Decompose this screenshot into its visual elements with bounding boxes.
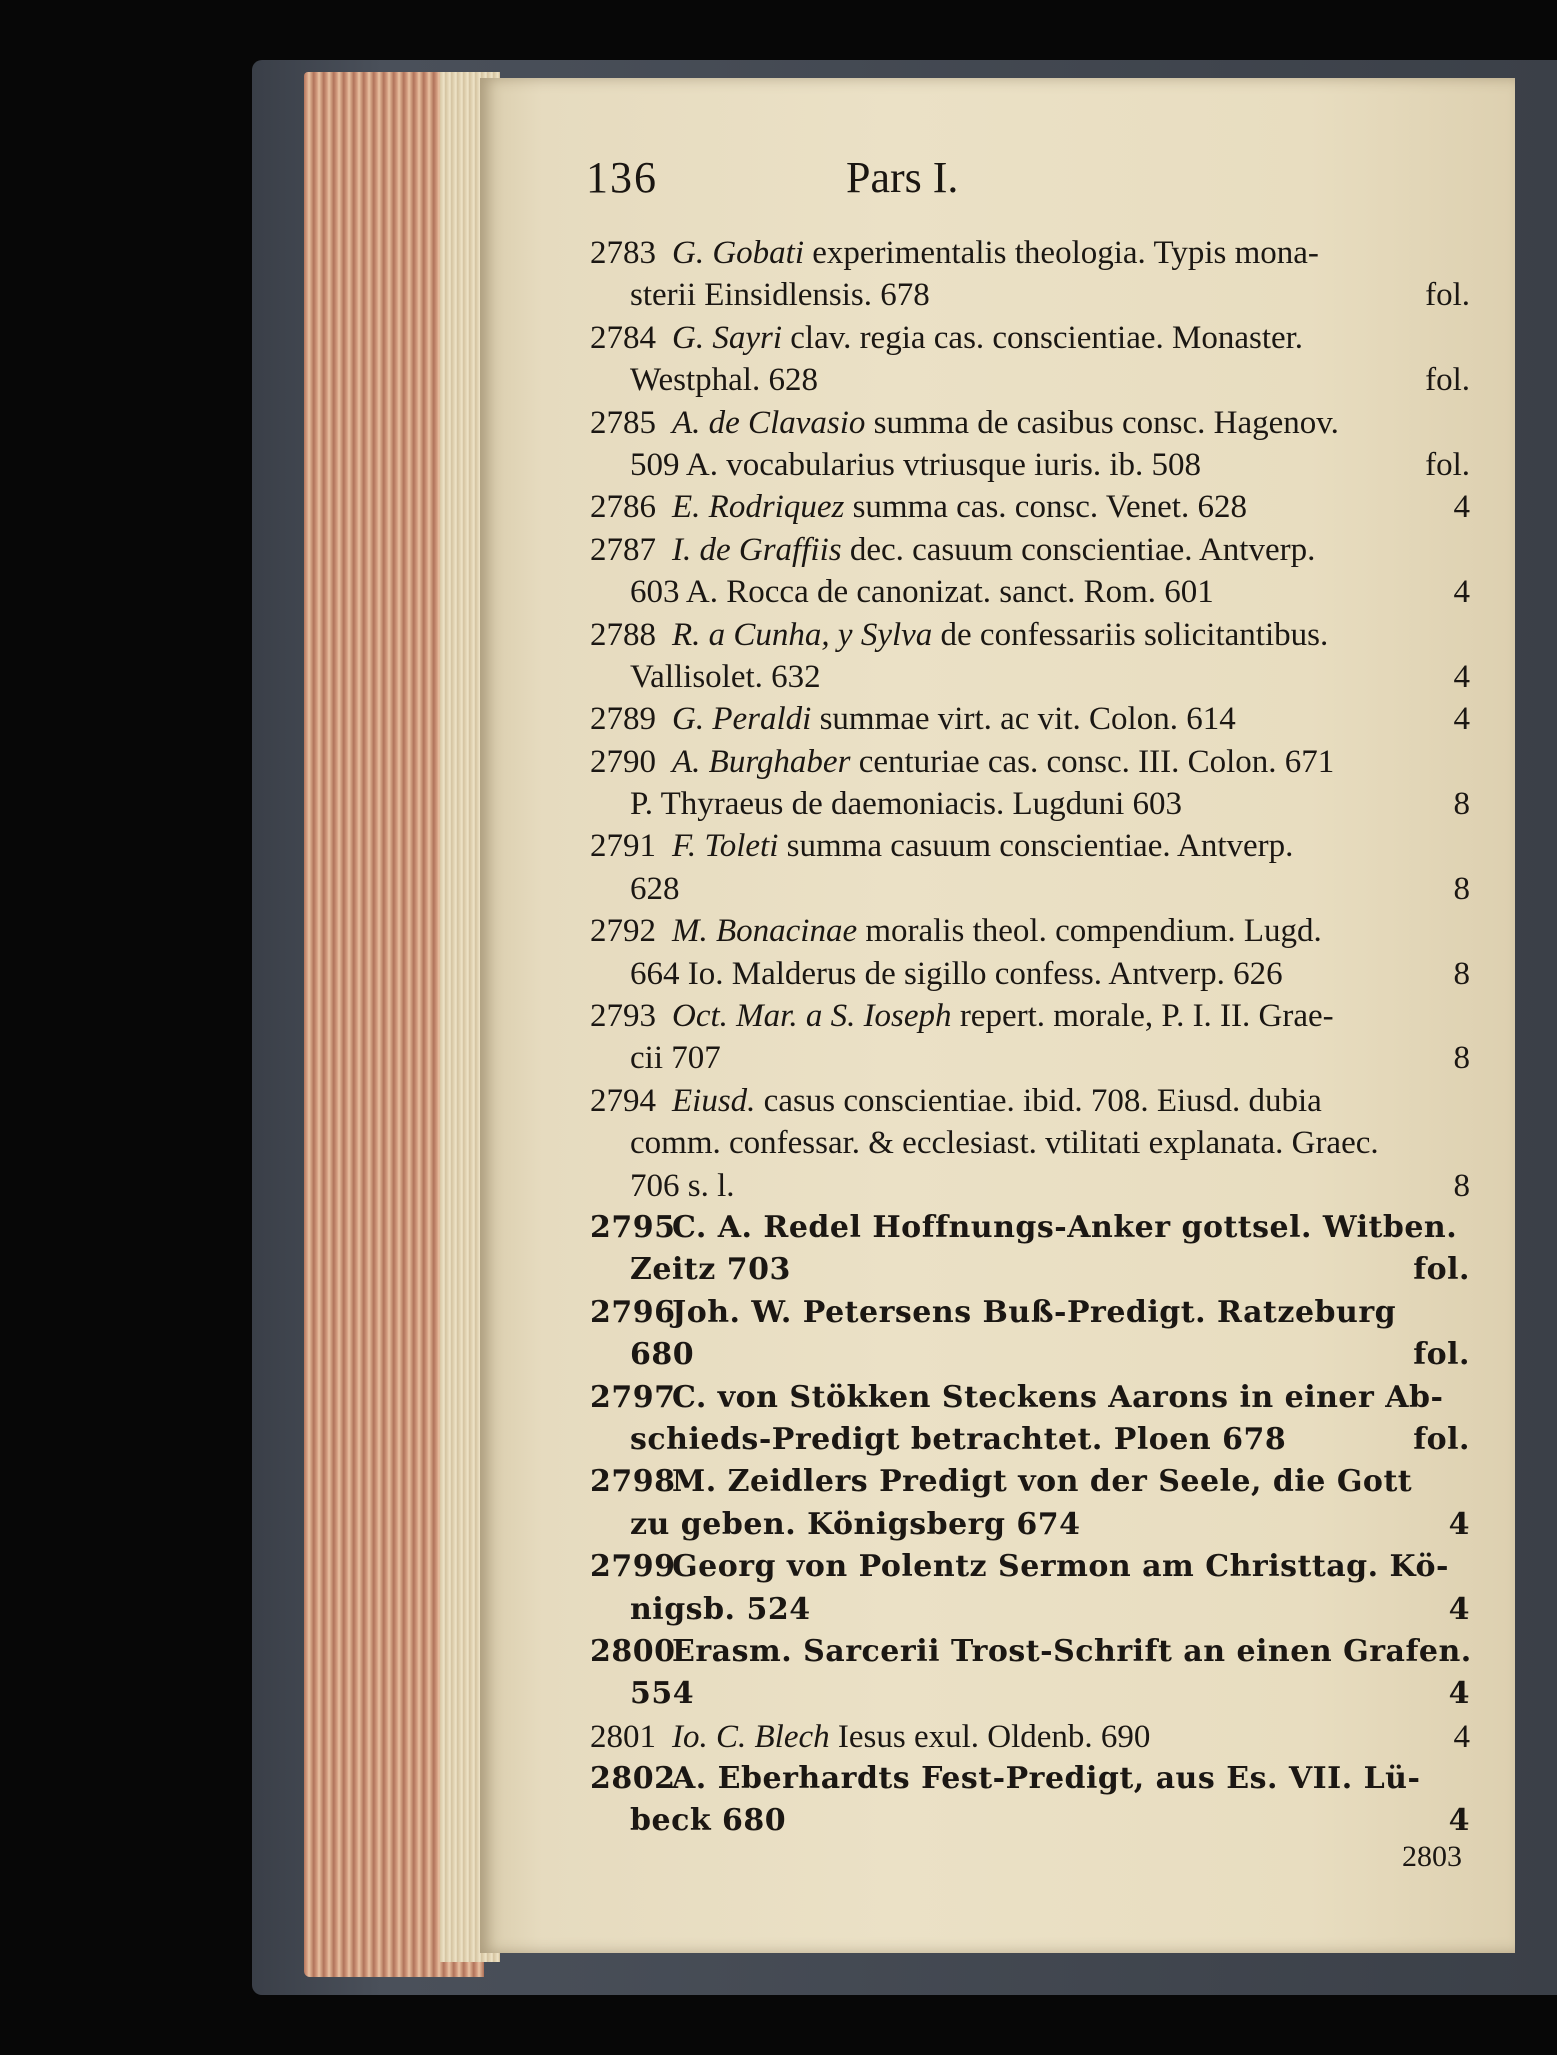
entry-author: Joh. W. Petersens — [672, 1294, 972, 1330]
entry-continuation-text: beck 680 — [630, 1803, 787, 1839]
entry-number: 2801 — [590, 1718, 656, 1755]
catalog-entry-continuation — [590, 1165, 1470, 1207]
entry-text: Fest-Predigt, aus Es. VII. Lü- — [910, 1761, 1421, 1797]
entry-author: Oct. Mar. a S. Ioseph — [672, 998, 952, 1035]
catalog-entry-continuation — [590, 1122, 1470, 1164]
page-header — [586, 152, 1446, 212]
entry-format: 8 — [1453, 1040, 1470, 1077]
entry-author: Io. C. Blech — [672, 1718, 830, 1755]
entry-format: fol. — [1425, 362, 1470, 399]
entry-number: 2796 — [590, 1294, 676, 1330]
entry-format: 4 — [1453, 489, 1470, 526]
entry-title-line — [672, 1758, 1420, 1800]
entry-title-line — [672, 1631, 1472, 1673]
catalog-entry — [590, 1207, 1470, 1249]
entry-continuation-text: cii 707 — [630, 1040, 721, 1077]
entry-format: 8 — [1453, 1167, 1470, 1204]
entry-author: G. Gobati — [672, 235, 804, 271]
catalog-entry-continuation — [590, 444, 1470, 486]
catalog-entry — [590, 1377, 1470, 1419]
catalog-entry — [590, 232, 1470, 274]
running-head: Pars I. — [846, 153, 959, 202]
entry-format: fol. — [1413, 1421, 1470, 1457]
entry-number: 2787 — [590, 531, 656, 568]
entry-format: fol. — [1425, 446, 1470, 483]
entry-continuation-text: 664 Io. Malderus de sigillo confess. Antverp. 626 — [630, 955, 1283, 992]
catalog-entry-continuation — [590, 1249, 1470, 1291]
entry-number: 2793 — [590, 998, 656, 1035]
entry-author: Georg von Polentz — [672, 1549, 988, 1585]
catalog-entry-continuation — [590, 1419, 1470, 1461]
entry-number: 2790 — [590, 743, 656, 780]
entry-format: 4 — [1453, 701, 1470, 738]
catalog-entry — [590, 995, 1470, 1037]
entry-author: A. Eberhardts — [672, 1761, 911, 1797]
entry-format: fol. — [1413, 1252, 1470, 1288]
catalog-entry-continuation — [590, 868, 1470, 910]
entry-number: 2783 — [590, 235, 656, 271]
entry-title-line — [672, 402, 1339, 444]
entry-author: I. de Graffiis — [672, 531, 842, 568]
entry-number: 2786 — [590, 489, 656, 526]
entry-author: A. Burghaber — [672, 743, 851, 780]
entry-format: fol. — [1413, 1337, 1470, 1373]
catalog-entry — [590, 529, 1470, 571]
entry-title-line — [672, 1292, 1396, 1334]
catalog-entry — [590, 1080, 1470, 1122]
entry-author: R. a Cunha, y Sylva — [672, 616, 933, 653]
catalog-entry — [590, 614, 1470, 656]
entry-text: experimentalis theologia. Typis mona- — [804, 235, 1319, 271]
entry-number: 2800 — [590, 1633, 676, 1669]
catalog-entry-continuation — [590, 1504, 1470, 1546]
entry-title-line — [672, 1716, 1150, 1758]
entry-title-line — [672, 232, 1319, 274]
catalog-entry-continuation — [590, 1673, 1470, 1715]
catalog-entry-continuation — [590, 1037, 1470, 1079]
entry-format: 4 — [1448, 1676, 1470, 1712]
entry-continuation-text: Vallisolet. 632 — [630, 658, 821, 695]
entry-number: 2791 — [590, 828, 656, 865]
entry-format: 4 — [1453, 574, 1470, 611]
entry-title-line — [672, 741, 1334, 783]
entry-format: 4 — [1448, 1591, 1470, 1627]
entry-text: summa cas. consc. Venet. 628 — [844, 489, 1247, 526]
catalog-entry-continuation — [590, 1589, 1470, 1631]
entry-author: C. A. Redel — [672, 1209, 862, 1245]
entry-continuation-text: 706 s. l. — [630, 1167, 735, 1204]
entry-continuation-text: nigsb. 524 — [630, 1591, 811, 1627]
entry-author: E. Rodriquez — [672, 489, 845, 526]
entry-number: 2792 — [590, 913, 656, 950]
entry-title-line — [672, 1377, 1443, 1419]
entry-format: 8 — [1453, 870, 1470, 907]
catalog-entry — [590, 1631, 1470, 1673]
catalog-entry — [590, 1716, 1470, 1758]
catalog-entry — [590, 1546, 1470, 1588]
entry-text: Predigt von der Seele, die Gott — [868, 1464, 1413, 1500]
entry-author: A. de Clavasio — [672, 404, 866, 441]
entry-number: 2795 — [590, 1209, 676, 1245]
entry-text: summa de casibus consc. Hagenov. — [865, 404, 1339, 441]
catalog-entry — [590, 825, 1470, 867]
entry-continuation-text: 509 A. vocabularius vtriusque iuris. ib. 508 — [630, 446, 1202, 483]
catalog-entry — [590, 486, 1470, 528]
entry-continuation-text: comm. confessar. & ecclesiast. vtilitati explanata. Graec. — [630, 1125, 1379, 1162]
catalog-entry — [590, 910, 1470, 952]
entry-title-line — [672, 529, 1315, 571]
entry-title-line — [672, 825, 1293, 867]
entry-continuation-text: 554 — [630, 1676, 695, 1712]
entry-text: Iesus exul. Oldenb. 690 — [829, 1718, 1151, 1755]
page-number: 136 — [586, 153, 658, 202]
entry-author: M. Zeidlers — [672, 1464, 869, 1500]
entry-title-line — [672, 698, 1236, 740]
catalog-entry — [590, 317, 1470, 359]
entry-author: Erasm. Sarcerii — [672, 1633, 940, 1669]
entry-text: summae virt. ac vit. Colon. 614 — [811, 701, 1236, 738]
entry-text: dec. casuum conscientiae. Antverp. — [841, 531, 1316, 568]
entry-format: 4 — [1448, 1803, 1470, 1839]
entry-number: 2788 — [590, 616, 656, 653]
catalog-entry-continuation — [590, 1334, 1470, 1376]
entry-continuation-text: zu geben. Königsberg 674 — [630, 1506, 1081, 1542]
entry-number: 2785 — [590, 404, 656, 441]
entry-continuation-text: P. Thyraeus de daemoniacis. Lugduni 603 — [630, 786, 1183, 823]
entry-author: M. Bonacinae — [672, 913, 858, 950]
catalog-entry — [590, 1758, 1470, 1800]
entry-text: Trost-Schrift an einen Grafen. — [940, 1633, 1472, 1669]
entry-continuation-text: 680 — [630, 1337, 695, 1373]
entry-text: Buß-Predigt. Ratzeburg — [971, 1294, 1397, 1330]
entry-text: repert. morale, P. I. II. Grae- — [951, 998, 1334, 1035]
entry-number: 2799 — [590, 1549, 676, 1585]
entry-author: G. Peraldi — [672, 701, 812, 738]
entry-title-line — [672, 1546, 1449, 1588]
entry-number: 2797 — [590, 1379, 676, 1415]
entry-title-line — [672, 995, 1334, 1037]
entry-title-line — [672, 1207, 1457, 1249]
catalog-entry-continuation — [590, 359, 1470, 401]
entry-title-line — [672, 486, 1247, 528]
entry-continuation-text: sterii Einsidlensis. 678 — [630, 277, 930, 314]
catalog-entry — [590, 741, 1470, 783]
entry-number: 2802 — [590, 1761, 676, 1797]
catalog-entry-continuation — [590, 571, 1470, 613]
catalog-entry — [590, 698, 1470, 740]
catalog-entries — [590, 232, 1470, 1843]
entry-text: de confessariis solicitantibus. — [932, 616, 1329, 653]
entry-title-line — [672, 317, 1303, 359]
entry-text: Hoffnungs-Anker gottsel. Witben. — [861, 1209, 1458, 1245]
entry-text: moralis theol. compendium. Lugd. — [857, 913, 1322, 950]
entry-text: centuriae cas. consc. III. Colon. 671 — [850, 743, 1335, 780]
entry-number: 2784 — [590, 319, 656, 356]
entry-author: G. Sayri — [672, 319, 782, 356]
entry-text: casus conscientiae. ibid. 708. Eiusd. dubia — [755, 1082, 1322, 1119]
entry-text: summa casuum conscientiae. Antverp. — [778, 828, 1294, 865]
catalog-entry — [590, 1292, 1470, 1334]
entry-format: 4 — [1453, 658, 1470, 695]
catalog-entry-continuation — [590, 1800, 1470, 1842]
entry-format: fol. — [1425, 277, 1470, 314]
entry-title-line — [672, 614, 1328, 656]
entry-author: F. Toleti — [672, 828, 779, 865]
catalog-entry — [590, 1461, 1470, 1503]
entry-title-line — [672, 1080, 1322, 1122]
entry-author: C. von Stökken — [672, 1379, 931, 1415]
entry-text: Steckens Aarons in einer Ab- — [930, 1379, 1444, 1415]
catalog-entry-continuation — [590, 953, 1470, 995]
entry-format: 8 — [1453, 786, 1470, 823]
entry-continuation-text: 603 A. Rocca de canonizat. sanct. Rom. 601 — [630, 574, 1214, 611]
entry-continuation-text: schieds-Predigt betrachtet. Ploen 678 — [630, 1421, 1287, 1457]
entry-continuation-text: Westphal. 628 — [630, 362, 818, 399]
entry-continuation-text: Zeitz 703 — [630, 1252, 791, 1288]
catchword: 2803 — [1402, 1840, 1462, 1873]
catalog-entry-continuation — [590, 656, 1470, 698]
entry-number: 2789 — [590, 701, 656, 738]
entry-format: 4 — [1448, 1506, 1470, 1542]
entry-title-line — [672, 910, 1322, 952]
entry-title-line — [672, 1461, 1412, 1503]
entry-number: 2798 — [590, 1464, 676, 1500]
catalog-entry-continuation — [590, 783, 1470, 825]
entry-format: 4 — [1453, 1718, 1470, 1755]
entry-number: 2794 — [590, 1082, 656, 1119]
entry-format: 8 — [1453, 955, 1470, 992]
entry-text: clav. regia cas. conscientiae. Monaster. — [782, 319, 1304, 356]
catalog-entry — [590, 402, 1470, 444]
entry-text: Sermon am Christtag. Kö- — [987, 1549, 1449, 1585]
entry-continuation-text: 628 — [630, 870, 680, 907]
entry-author: Eiusd. — [672, 1082, 756, 1119]
catalog-entry-continuation — [590, 274, 1470, 316]
